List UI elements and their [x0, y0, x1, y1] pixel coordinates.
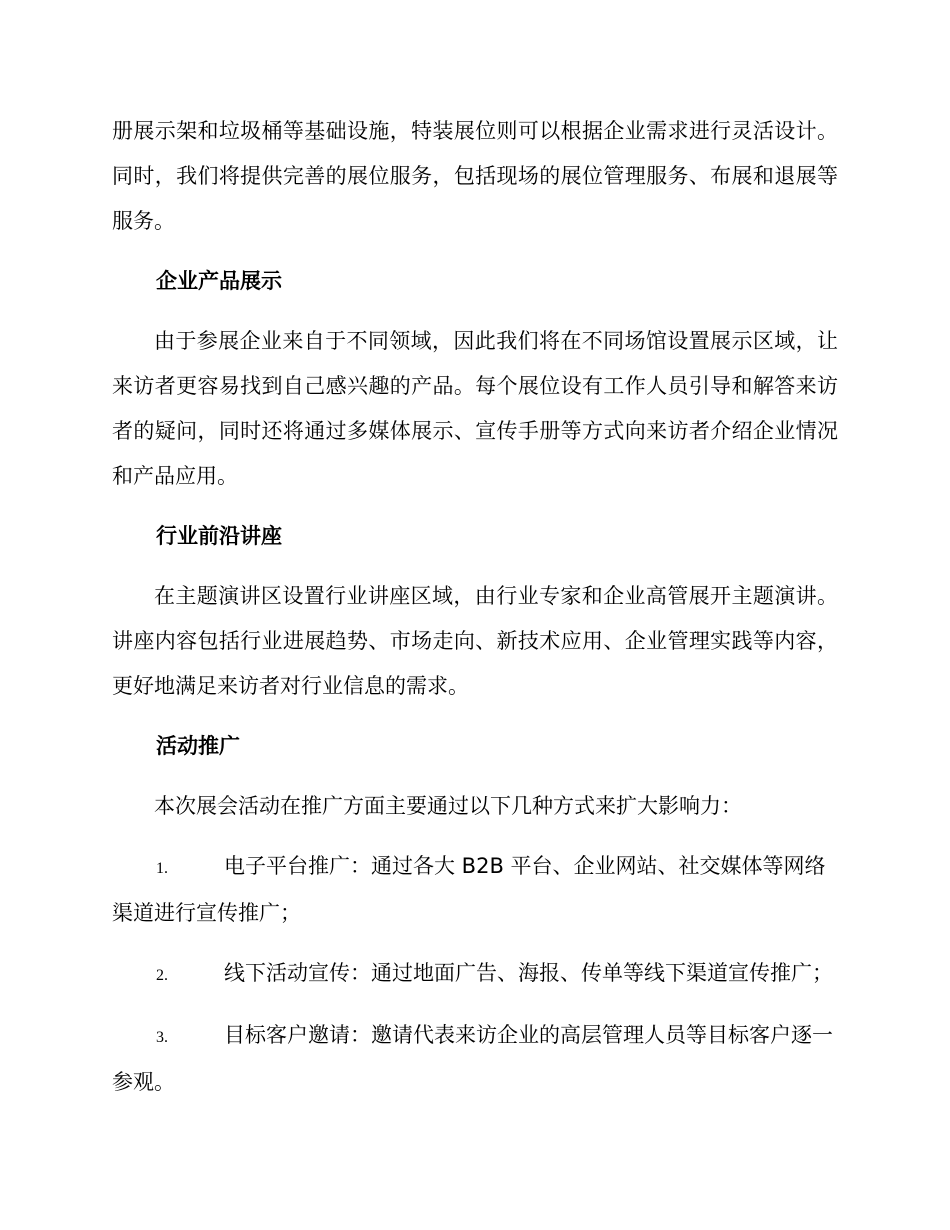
paragraph-promotion-intro: 本次展会活动在推广方面主要通过以下几种方式来扩大影响力：: [154, 794, 742, 818]
list-number: 3.: [156, 1029, 168, 1046]
list-number: 1.: [156, 860, 168, 877]
section-heading-promotion: 活动推广: [156, 734, 240, 758]
list-item: [112, 844, 838, 936]
paragraph-industry-lectures: 在主题演讲区设置行业讲座区域，由行业专家和企业高管展开主题演讲。讲座内容包括行业进展趋势、市场走向、新技术应用、企业管理实践等内容，更好地满足来访者对行业信息的需求。: [112, 584, 838, 698]
section-heading-industry-lectures: 行业前沿讲座: [156, 524, 282, 548]
list-item-text: 电子平台推广：通过各大 B2B 平台、企业网站、社交媒体等网络渠道进行宣传推广；: [112, 854, 826, 925]
list-item: [112, 1013, 838, 1105]
list-item: [112, 951, 838, 998]
document-body: [112, 109, 838, 1105]
list-item-text: 线下活动宣传：通过地面广告、海报、传单等线下渠道宣传推广；: [224, 961, 833, 985]
paragraph-product-display: 由于参展企业来自于不同领域，因此我们将在不同场馆设置展示区域，让来访者更容易找到自己感兴趣的产品。每个展位设有工作人员引导和解答来访者的疑问，同时还将通过多媒体展示、宣传手册等方式向来访者介绍企业情况和产品应用。: [112, 329, 838, 488]
paragraph-booth-services: 册展示架和垃圾桶等基础设施，特装展位则可以根据企业需求进行灵活设计。同时，我们将提供完善的展位服务，包括现场的展位管理服务、布展和退展等服务。: [112, 119, 838, 233]
list-item-text: 目标客户邀请：邀请代表来访企业的高层管理人员等目标客户逐一参观。: [112, 1023, 833, 1094]
section-heading-product-display: 企业产品展示: [156, 269, 282, 293]
list-number: 2.: [156, 967, 168, 984]
